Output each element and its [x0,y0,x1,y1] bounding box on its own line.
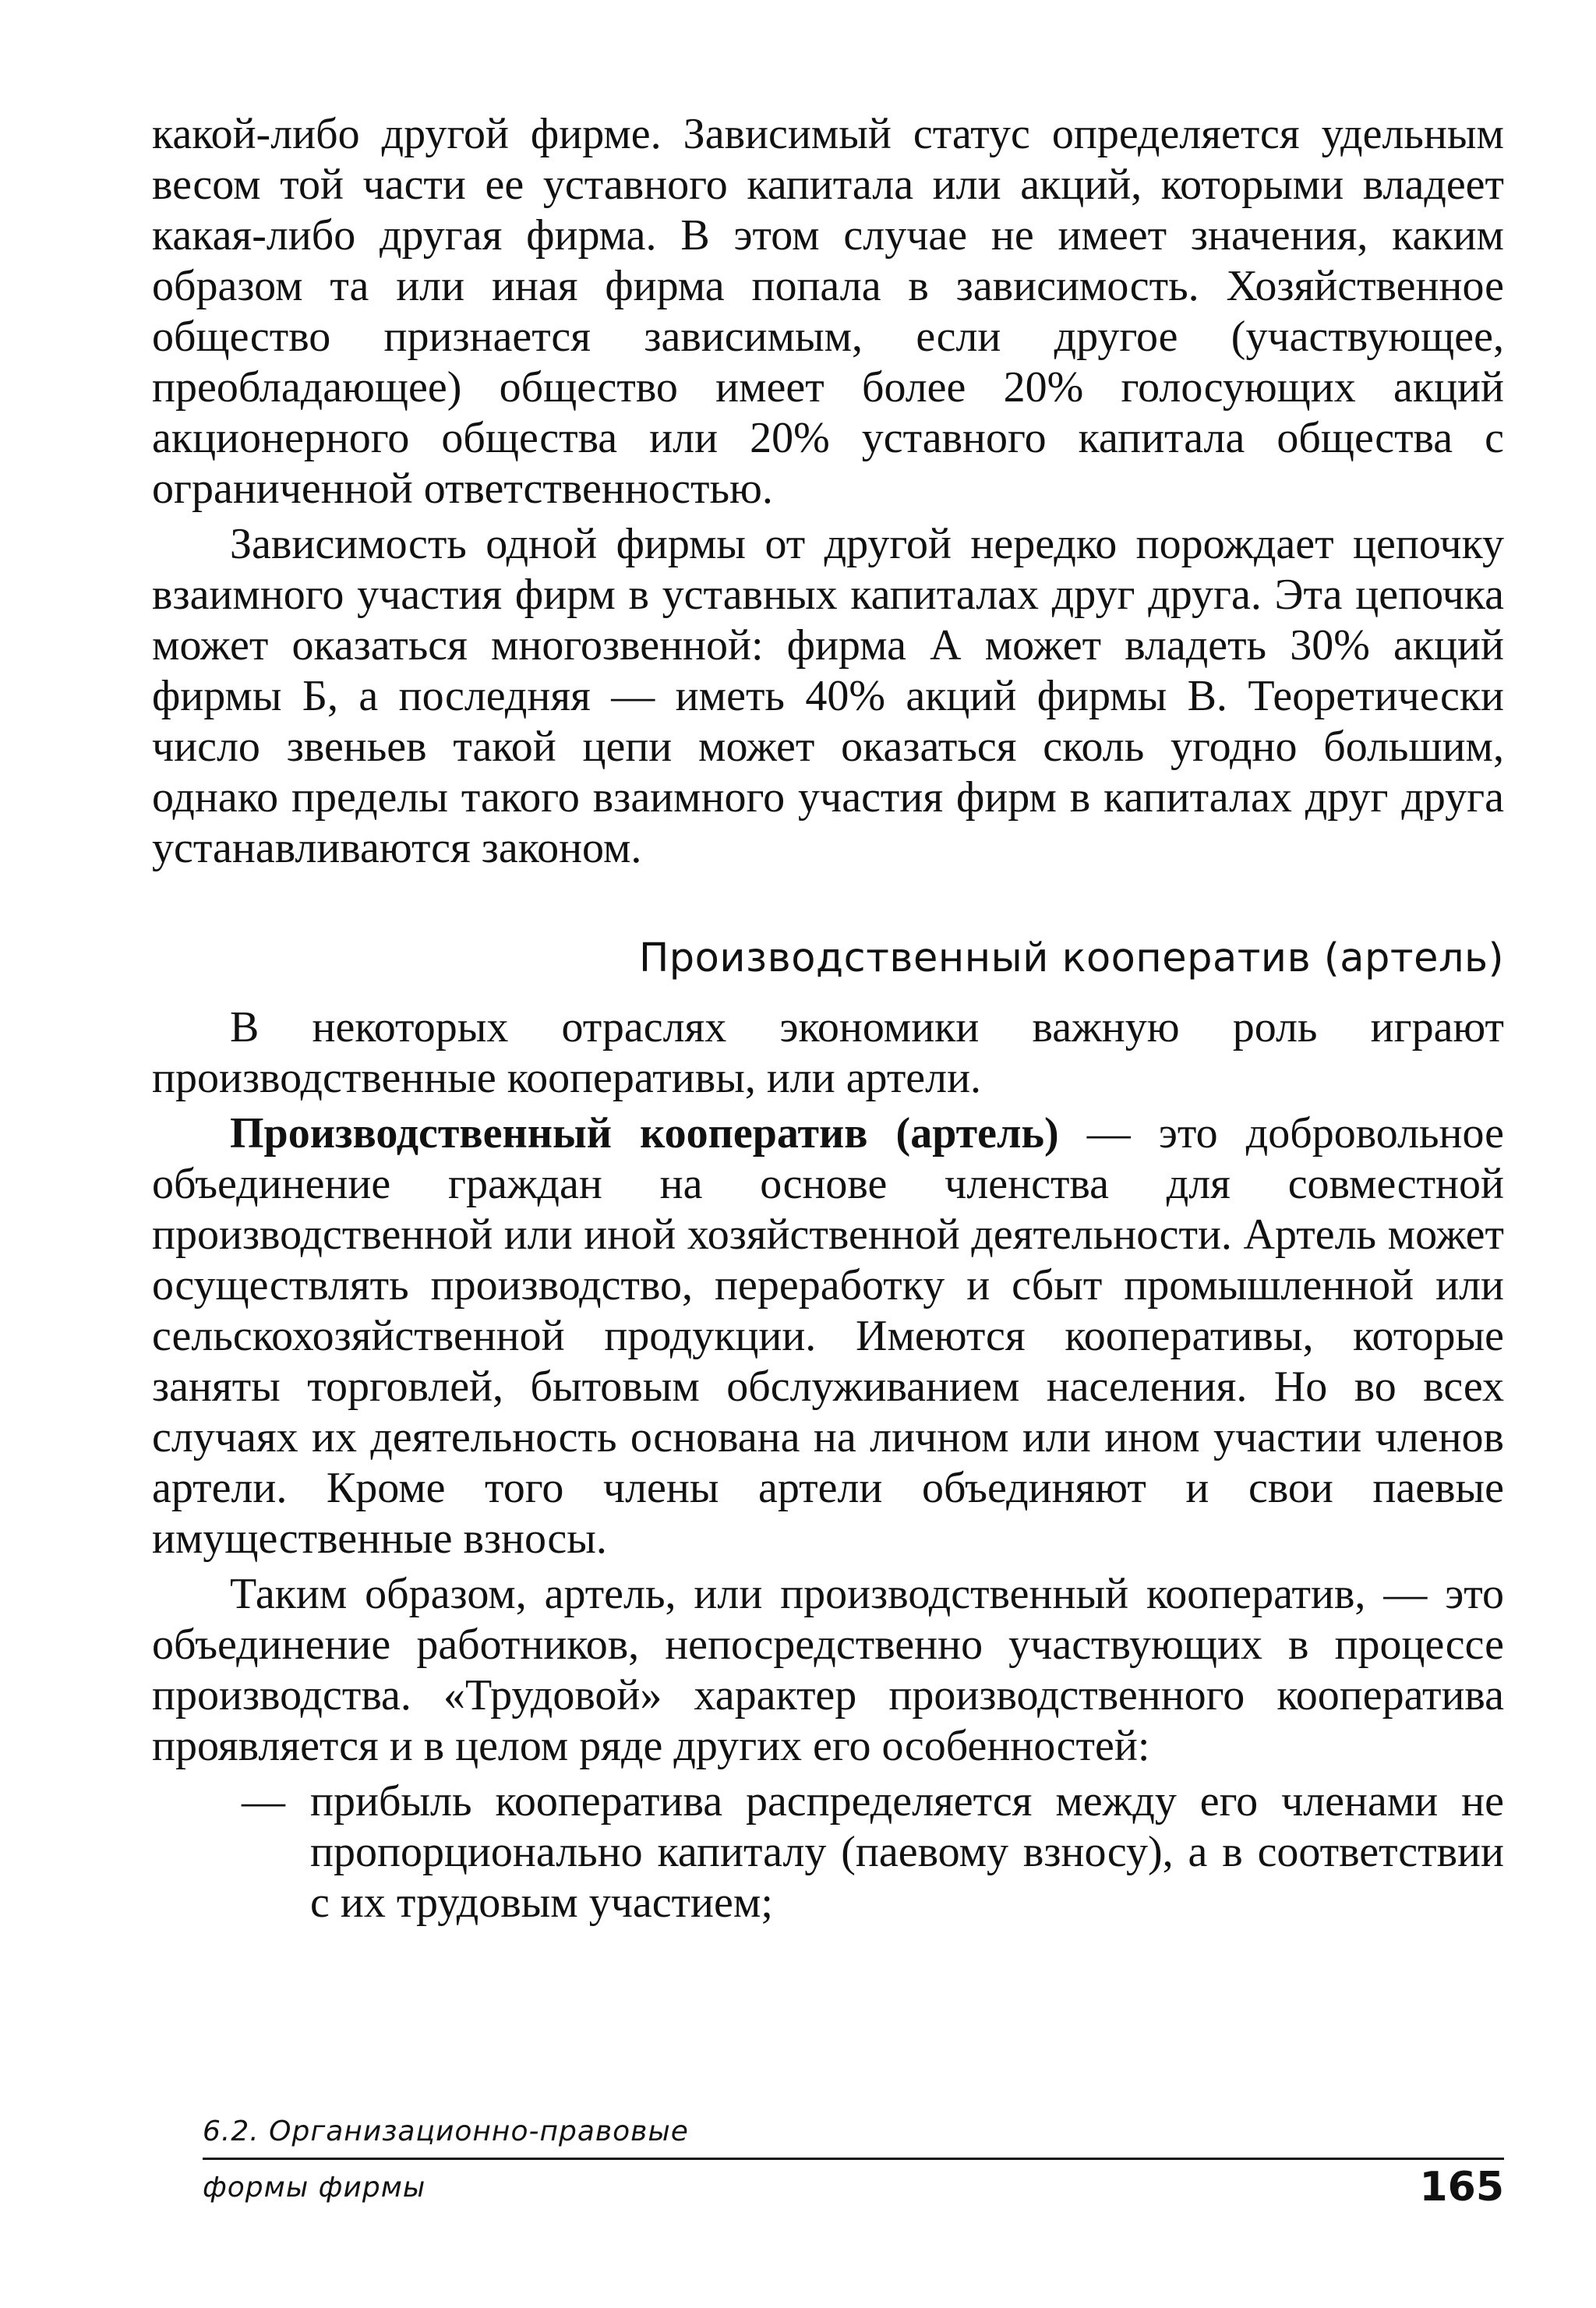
definition-text: — это добровольное объединение граждан на основе членства для совместной производственной или иной хозяйственной деятельности. Артель может осуществлять производство, переработку и сбыт промышленной или сельскохозяйственной продукции. Имеются кооперативы, которые заняты торговлей, бытовым обслуживанием населения. Но во всех случаях их деятельность основана на личном или ином участии членов артели. Кроме того члены артели объединяют и свои паевые имущественные взносы. [152,1109,1505,1563]
paragraph-dependent-status: какой-либо другой фирме. Зависимый статус определяется удельным весом той части ее уставного капитала или акций, которыми владеет какая-либо другая фирма. В этом случае не имеет значения, каким образом та или иная фирма попала в зависимость. Хозяйственное общество признается зависимым, если другое (участвующее, преобладающее) общество имеет более 20% голосующих акций акционерного общества или 20% уставного капитала общества с ограниченной ответственностью. [152,110,1504,513]
defined-term: Производственный кооператив (артель) [230,1109,1059,1158]
running-footer-section-cont: формы фирмы [203,2172,426,2204]
footer-divider [203,2158,1504,2160]
page-body [152,109,1504,1928]
page-number: 165 [1419,2164,1504,2211]
list-item-text: прибыль кооператива распределяется между его членами не пропорционально капиталу (паевому взносу), а в соответствии с их трудовым участием; [310,1777,1504,1927]
paragraph-cooperative-definition [152,1108,1504,1564]
paragraph-cooperative-intro: В некоторых отраслях экономики важную роль играют производственные кооперативы, или артели. [152,1003,1504,1102]
section-heading: Производственный кооператив (артель) [638,935,1504,981]
dash-marker: — [242,1777,285,1826]
paragraph-participation-chain: Зависимость одной фирмы от другой нередко порождает цепочку взаимного участия фирм в уставных капиталах друг друга. Эта цепочка может оказаться многозвенной: фирма А может владеть 30% акций фирмы Б, а последняя — иметь 40% акций фирмы В. Теоретически число звеньев такой цепи может оказаться сколь угодно большим, однако пределы такого взаимного участия фирм в капиталах друг друга устанавливаются законом. [152,520,1504,872]
list-item [242,1776,1504,1928]
paragraph-cooperative-summary: Таким образом, артель, или производственный кооператив, — это объединение работников, непосредственно участвующих в процессе производства. «Трудовой» характер производственного кооператива проявляется и в целом ряде других его особенностей: [152,1570,1504,1770]
running-footer-section: 6.2. Организационно-правовые [203,2115,689,2147]
page-footer [203,2112,1504,2221]
